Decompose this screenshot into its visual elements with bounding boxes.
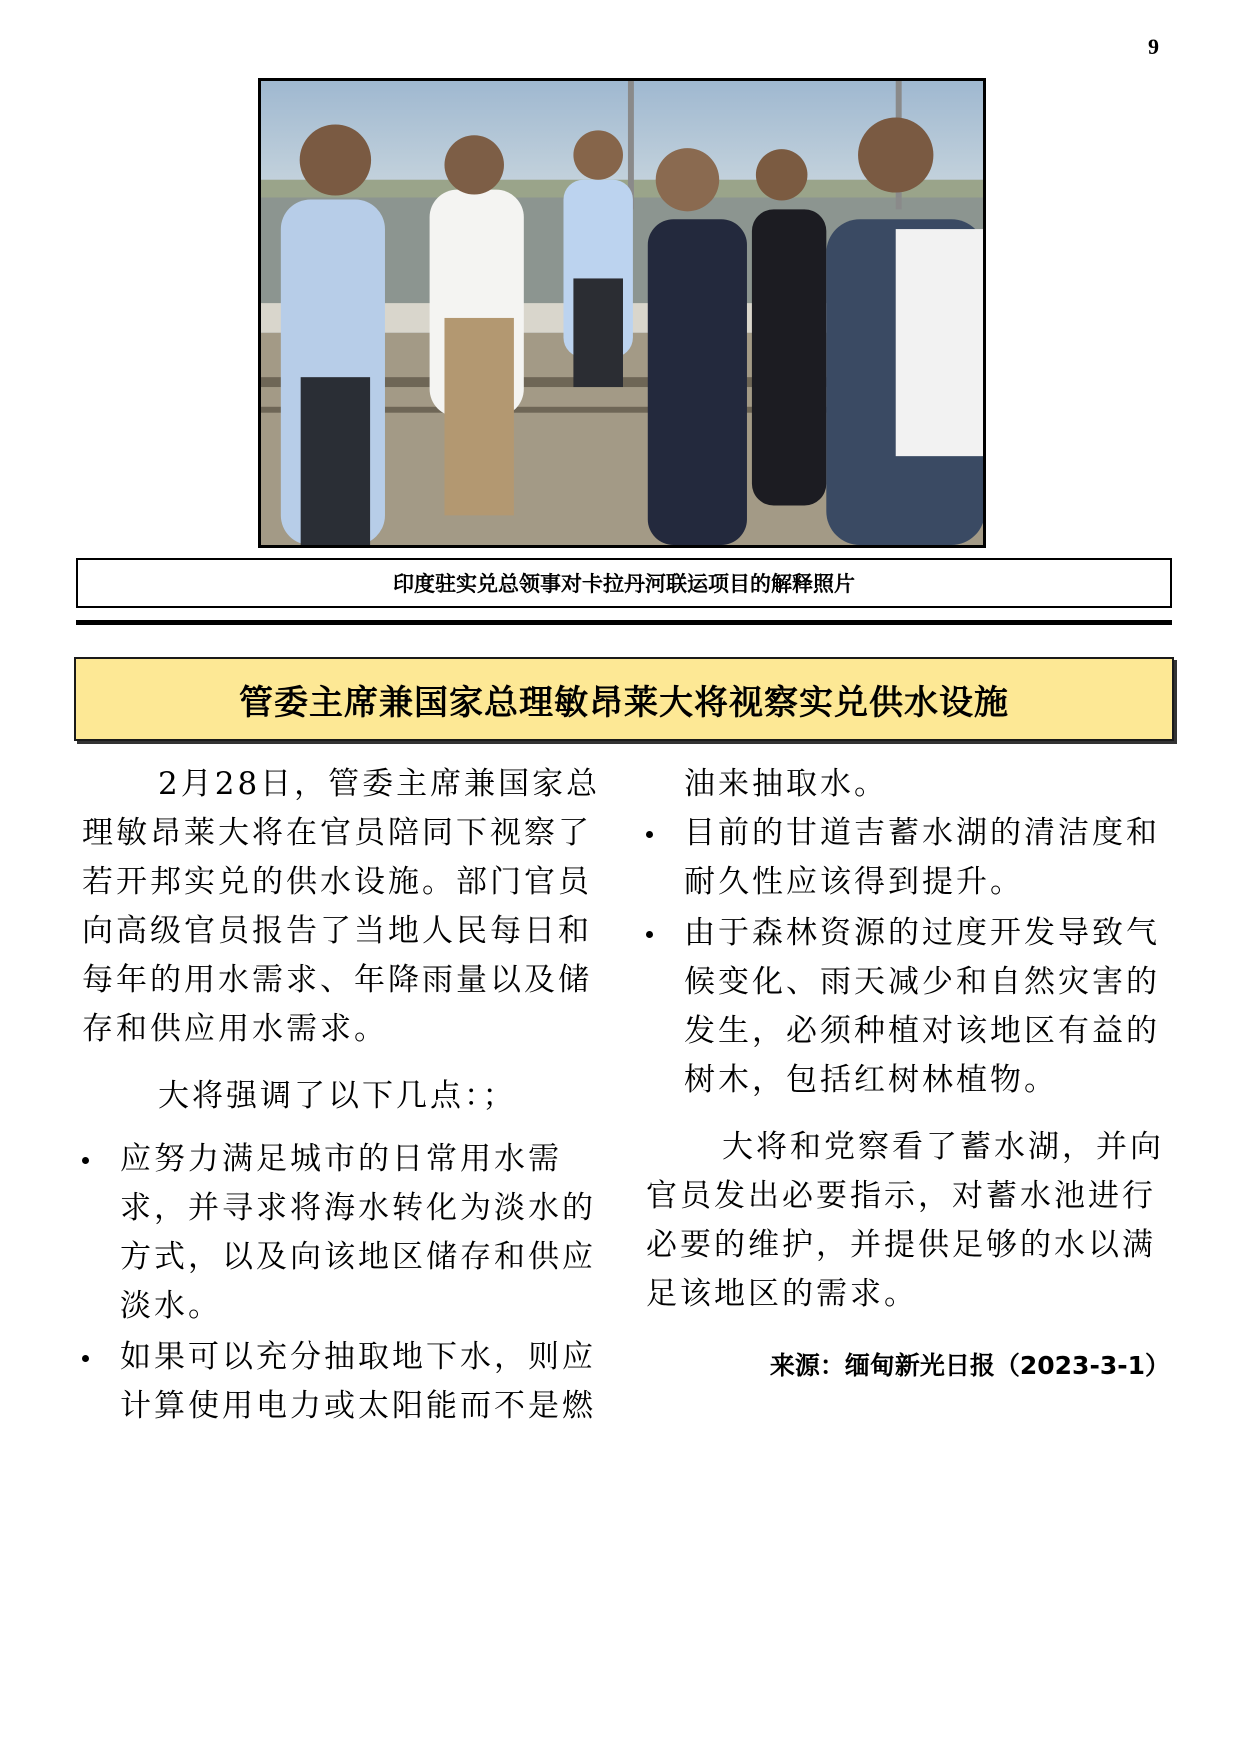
article-column-left bbox=[82, 760, 608, 1433]
article-headline: 管委主席兼国家总理敏昂莱大将视察实兑供水设施 bbox=[74, 657, 1174, 741]
article-source: 来源：缅甸新光日报（2023-3-1） bbox=[769, 1351, 1170, 1380]
list-item bbox=[646, 909, 1172, 1105]
bullet-dot-icon bbox=[646, 931, 653, 938]
bullet-dot-icon bbox=[82, 1157, 89, 1164]
bullet-text: 由于森林资源的过度开发导致气候变化、雨天减少和自然灾害的发生，必须种植对该地区有益的树木，包括红树林植物。 bbox=[684, 915, 1160, 1098]
bullet-text: 目前的甘道吉蓄水湖的清洁度和耐久性应该得到提升。 bbox=[684, 815, 1160, 900]
photo-illustration bbox=[261, 81, 983, 545]
bullet-text: 如果可以充分抽取地下水，则应计算使用电力或太阳能而不是燃 bbox=[120, 1339, 596, 1424]
bullet-dot-icon bbox=[646, 831, 653, 838]
emphasis-intro: 大将强调了以下几点：； bbox=[158, 1078, 517, 1114]
list-item bbox=[82, 1333, 608, 1431]
bullet-continuation: 油来抽取水。 bbox=[684, 766, 888, 802]
bullet-text: 应努力满足城市的日常用水需求，并寻求将海水转化为淡水的方式，以及向该地区储存和供应淡水。 bbox=[120, 1141, 596, 1324]
news-photo bbox=[258, 78, 986, 548]
closing-paragraph: 大将和党察看了蓄水湖，并向官员发出必要指示，对蓄水池进行必要的维护，并提供足够的水以满足该地区的需求。 bbox=[646, 1129, 1164, 1312]
list-item bbox=[82, 1135, 608, 1331]
bullet-list-right bbox=[646, 809, 1172, 1105]
page-number: 9 bbox=[1148, 34, 1159, 59]
article-column-right bbox=[646, 760, 1172, 1390]
list-item bbox=[646, 809, 1172, 907]
bullet-dot-icon bbox=[82, 1355, 89, 1362]
photo-caption: 印度驻实兑总领事对卡拉丹河联运项目的解释照片 bbox=[76, 558, 1172, 608]
section-divider bbox=[76, 620, 1172, 625]
bullet-list-left bbox=[82, 1135, 608, 1431]
intro-paragraph: 2月28日，管委主席兼国家总理敏昂莱大将在官员陪同下视察了若开邦实兑的供水设施。部门官员向高级官员报告了当地人民每日和每年的用水需求、年降雨量以及储存和供应用水需求。 bbox=[82, 766, 601, 1047]
